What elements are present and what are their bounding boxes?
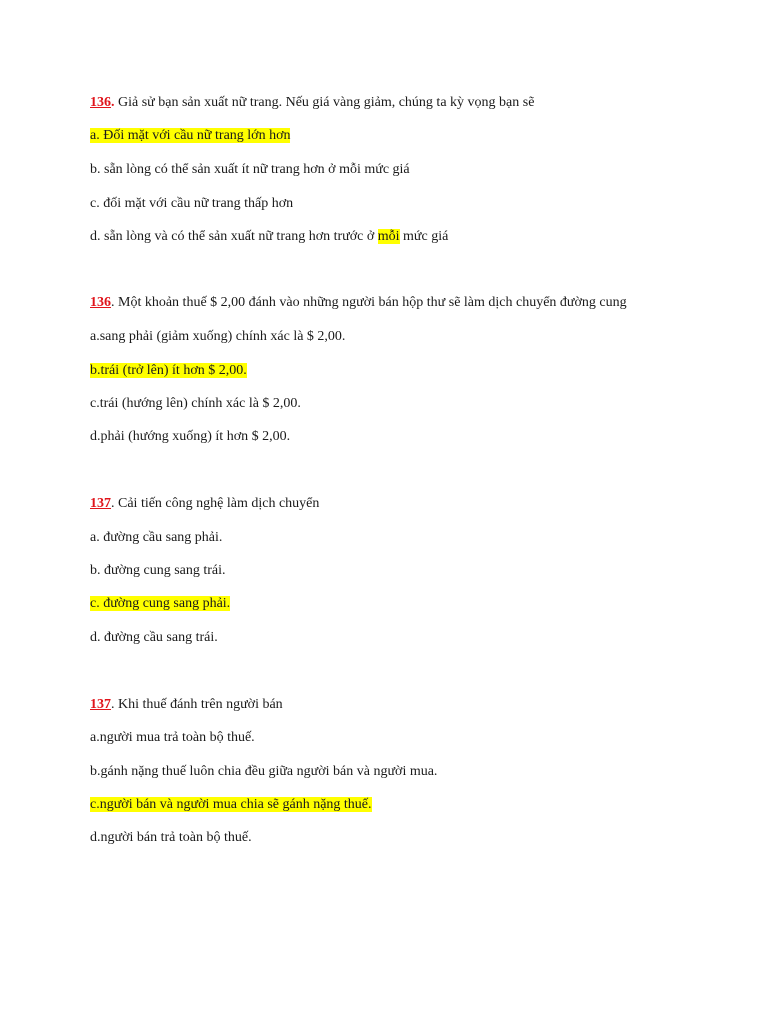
- question-text: . Cải tiến công nghệ làm dịch chuyển: [111, 496, 320, 511]
- highlighted-answer: c.người bán và người mua chia sẽ gánh nặng thuế.: [90, 797, 372, 812]
- answer-option: [90, 796, 372, 814]
- answer-option: [90, 328, 345, 346]
- answer-option: [90, 529, 222, 547]
- highlighted-answer: c. đường cung sang phải.: [90, 596, 231, 611]
- answer-text: d.người bán trả toàn bộ thuế.: [90, 830, 252, 845]
- answer-option: [90, 595, 230, 613]
- answer-text: c.trái (hướng lên) chính xác là $ 2,00.: [90, 396, 301, 411]
- answer-text: a. đường cầu sang phải.: [90, 530, 223, 545]
- question-number-dot: .: [111, 95, 115, 110]
- answer-option: [90, 362, 247, 380]
- highlighted-answer: a. Đối mặt với cầu nữ trang lớn hơn: [90, 128, 291, 143]
- answer-option: [90, 195, 293, 213]
- question-number: 137: [90, 496, 111, 511]
- question-number: 136: [90, 95, 111, 110]
- question-text: . Một khoản thuế $ 2,00 đánh vào những người bán hộp thư sẽ làm dịch chuyển đường cung: [111, 295, 627, 310]
- answer-option: [90, 161, 410, 179]
- answer-text: b.gánh nặng thuế luôn chia đều giữa người bán và người mua.: [90, 764, 438, 779]
- answer-option: [90, 763, 437, 781]
- answer-option: [90, 629, 218, 647]
- question-2: [90, 294, 627, 312]
- answer-option: [90, 729, 255, 747]
- answer-option: [90, 428, 290, 446]
- answer-text: a.sang phải (giảm xuống) chính xác là $ 2,00.: [90, 329, 346, 344]
- question-1: [90, 94, 534, 112]
- answer-text: d. sẵn lòng và có thể sản xuất nữ trang hơn trước ở: [90, 229, 378, 244]
- answer-option: [90, 562, 226, 580]
- answer-option: [90, 127, 290, 145]
- answer-text: a.người mua trả toàn bộ thuế.: [90, 730, 255, 745]
- answer-text: mức giá: [399, 229, 449, 244]
- highlighted-answer: b.trái (trở lên) ít hơn $ 2,00.: [90, 363, 247, 378]
- question-4: [90, 696, 283, 714]
- answer-option: [90, 395, 301, 413]
- question-text: Giả sử bạn sản xuất nữ trang. Nếu giá vàng giảm, chúng ta kỳ vọng bạn sẽ: [114, 95, 535, 110]
- answer-text: d.phải (hướng xuống) ít hơn $ 2,00.: [90, 429, 291, 444]
- answer-text: c. đối mặt với cầu nữ trang thấp hơn: [90, 196, 294, 211]
- answer-text: d. đường cầu sang trái.: [90, 630, 218, 645]
- answer-option: [90, 228, 448, 246]
- question-number: 136: [90, 295, 111, 310]
- answer-text: b. đường cung sang trái.: [90, 563, 226, 578]
- answer-option: [90, 829, 252, 847]
- question-3: [90, 495, 319, 513]
- highlighted-word: mỗi: [377, 229, 400, 244]
- question-number: 137: [90, 697, 111, 712]
- question-text: . Khi thuế đánh trên người bán: [111, 697, 283, 712]
- answer-text: b. sẵn lòng có thể sản xuất ít nữ trang hơn ở mỗi mức giá: [90, 162, 410, 177]
